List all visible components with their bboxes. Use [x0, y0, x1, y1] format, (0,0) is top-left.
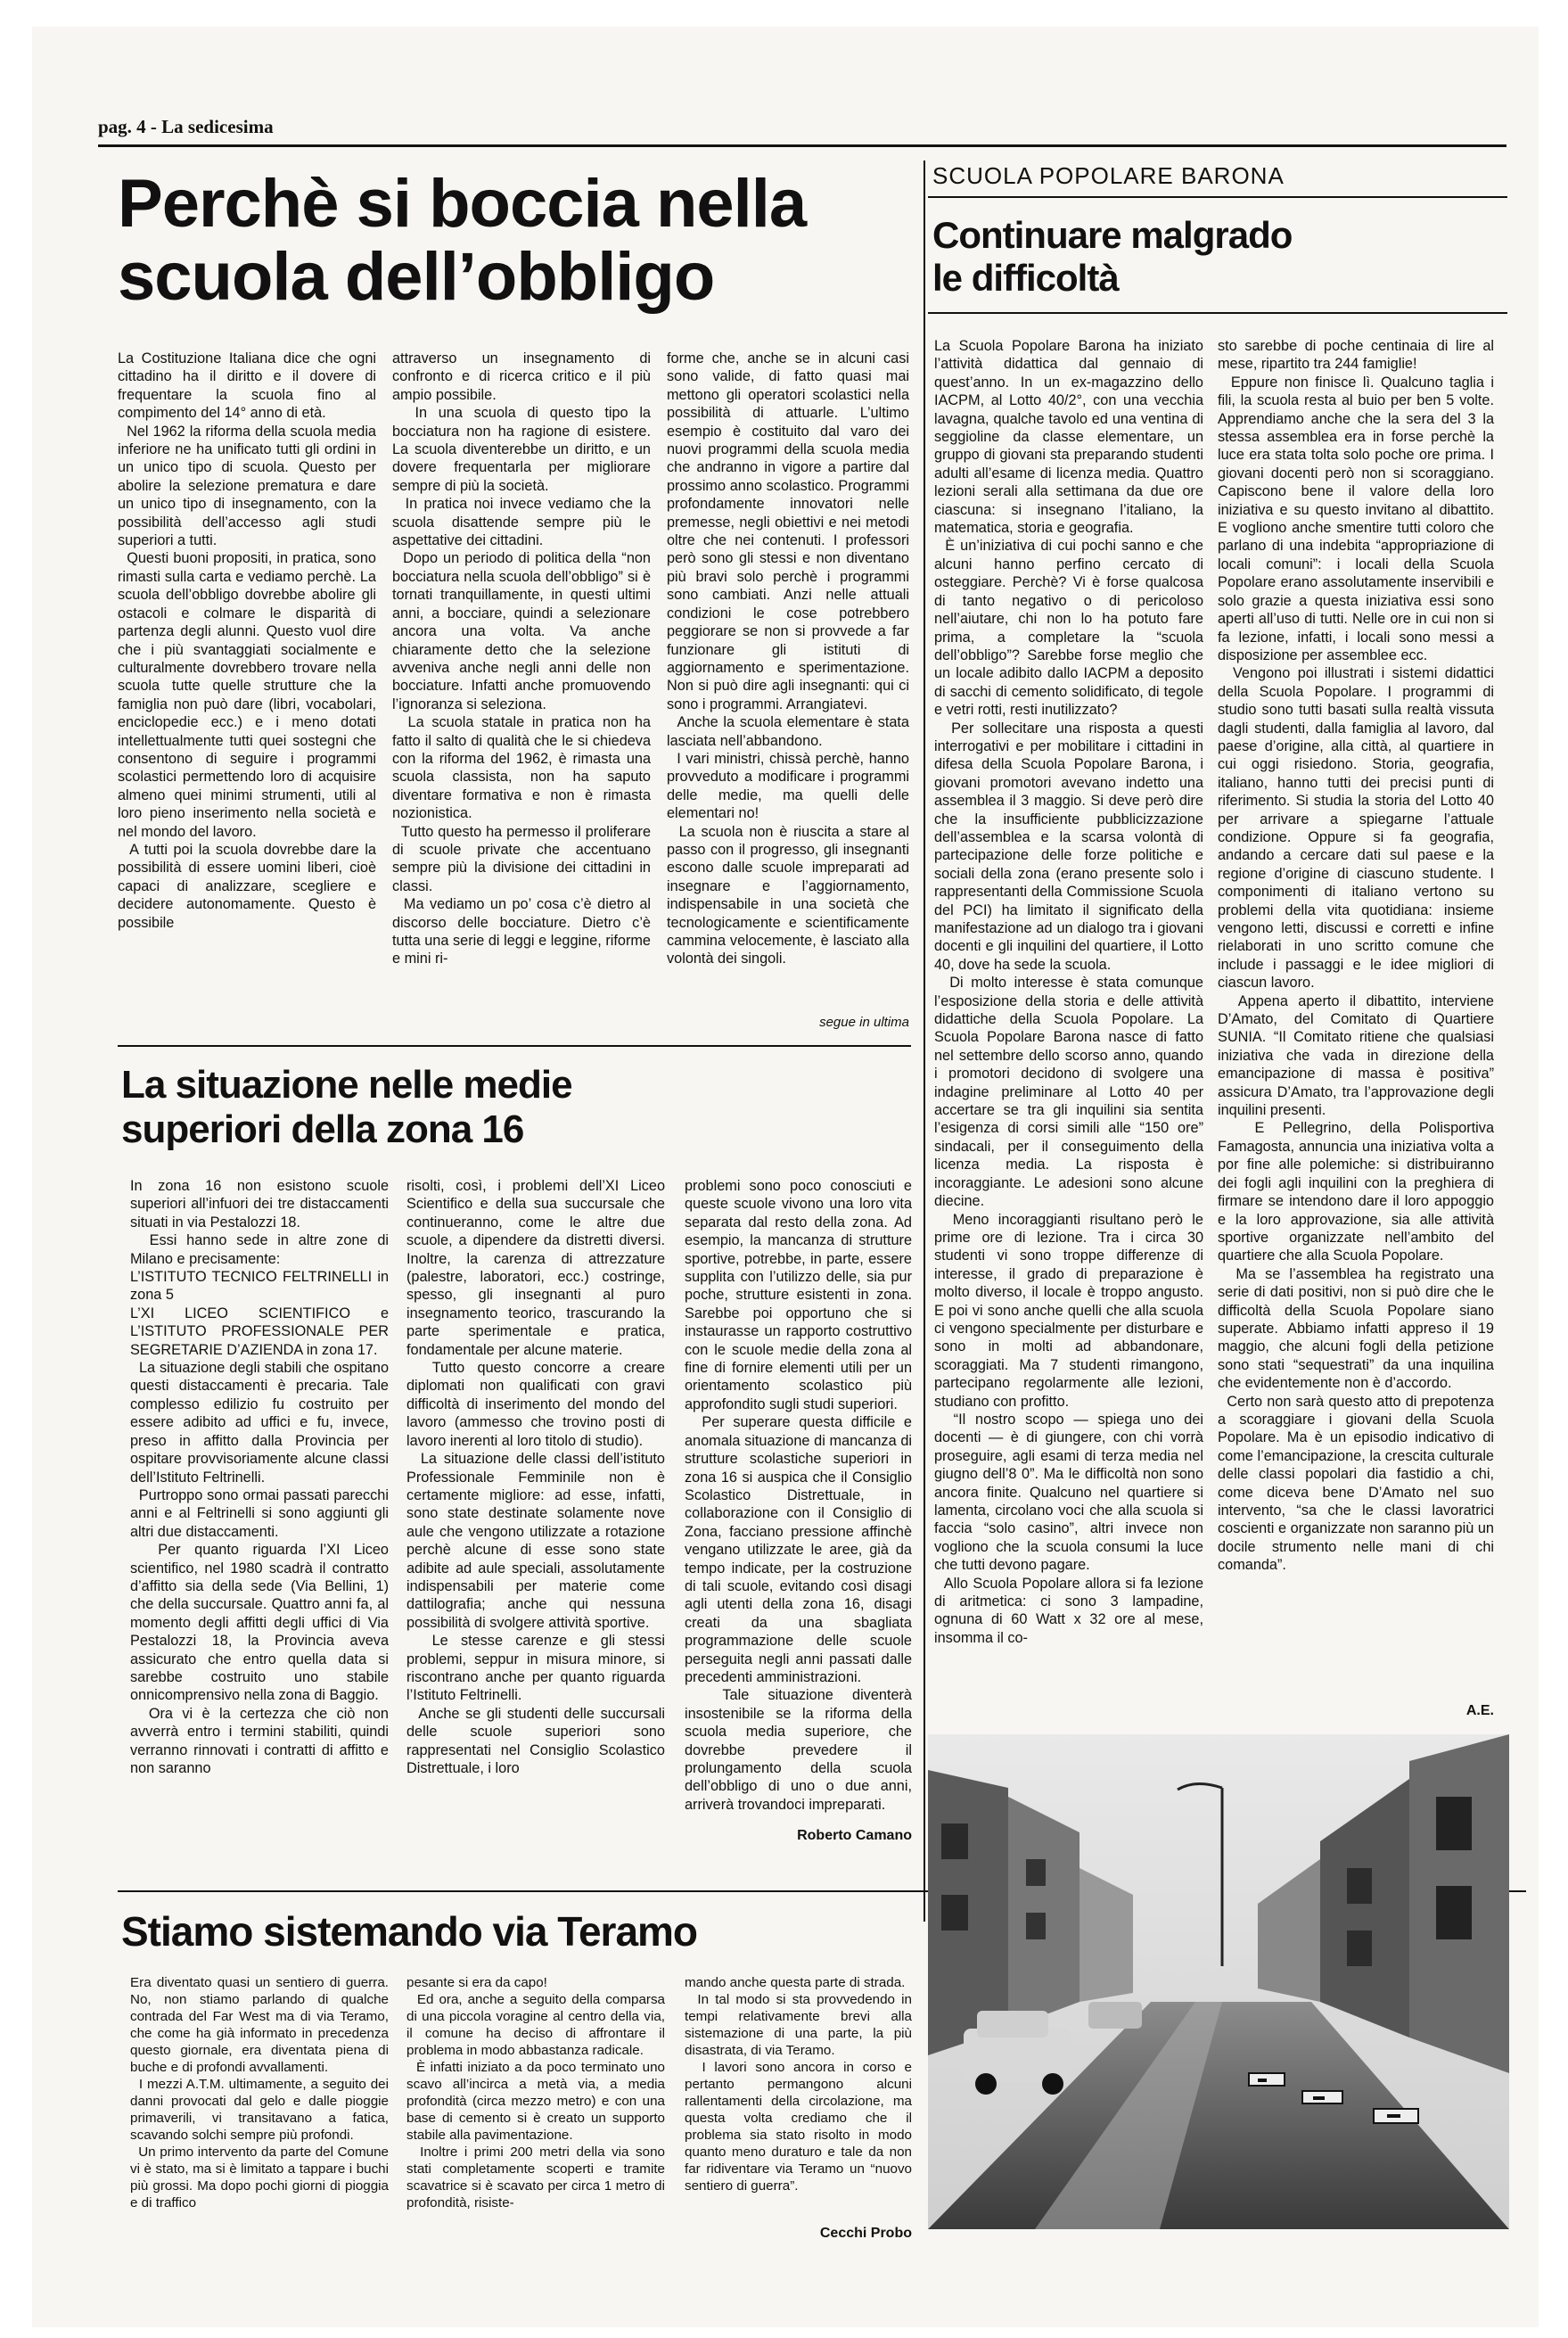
sidebar-column-2: sto sarebbe di poche centinaia di lire al mese, ripartito tra 244 famiglie! Eppure non finisce lì. Qualcuno taglia i fili, la scuola resta al buio per ben 5 volte. Apprendiamo anche che la sera del 3 la stessa assemblea era in forse perchè la luce era stata tolta solo poche ore prima. I giovani docenti però non si scoraggiano. Capiscono bene il valore della loro iniziativa e su questo invitano al dibattito. E vogliono anche smentire tutti coloro che parlano di una indebita “appropriazione di locali comuni”: i locali della Scuola Popolare erano assolutamente inservibili e solo grazie a questa iniziativa essi sono aperti all’uso di tutti. Nelle ore in cui non si fa lezione, infatti, i locali sono messi a disposizione per assemblee ecc. Vengono poi illustrati i sistemi didattici della Scuola Popolare. I programmi di studio sono tutti basati sulla realtà vissuta dagli studenti, dalla famiglia al lavoro, dal paese d’origine, alla città, al quartiere in cui oggi risiedono. Storia, geografia, italiano, hanno tutti dei precisi punti di riferimento. Si studia la storia del Lotto 40 per arrivare a spiegarne l’attuale condizione. Oppure si fa geografia, andando a cercare dati sul paese e la regione d’origine di ciascuno studente. I componimenti di italiano vertono su problemi della vita quotidiana: insieme vengono letti, discussi e corretti e infine rielaborati in uno scritto comune che include i passaggi e le idee migliori di ciascun lavoro. Appena aperto il dibattito, interviene D’Amato, del Comitato di Quartiere SUNIA. “Il Comitato ritiene che qualsiasi iniziativa che vada in direzione della emancipazione di massa è positiva” assicura D’Amato, tra l’approvazione degli inquilini presenti. E Pellegrino, della Polisportiva Famagosta, annuncia una iniziativa volta a por fine alle polemiche: si distribuiranno dei fogli agli inquilini con la preghiera di firmare se intendono dare il loro appoggio e la loro approvazione, sia alle attività sportive organizzate nell’ambito del quartiere che alla Scuola Popolare. Ma se l’assemblea ha registrato una serie di dati positivi, non si può dire che le difficoltà della Scuola Popolare siano superate. Abbiamo infatti appreso il 19 maggio, che alcuni fogli della petizione sono stati “sequestrati” da una inquilina che evidentemente non è d’accordo. Certo non sarà questo atto di prepotenza a scoraggiare i giovani della Scuola Popolare. Ma è un episodio indicativo di come l’emancipazione, la crescita culturale delle classi popolari dia fastidio a chi, come diceva bene D’Amato nel suo intervento, “sa che le classi lavoratrici coscienti e organizzate non saranno più un docile strumento nelle mani di chi comanda”. [1218, 338, 1494, 1574]
street-photo [928, 1734, 1509, 2229]
middle-headline: La situazione nelle medie superiori della zona 16 [121, 1063, 572, 1151]
main-column-2: attraverso un insegnamento di confronto e di ricerca critico e il più ampio possibile. In una scuola di questo tipo la bocciatura non ha ragione di esistere. La scuola diventerebbe un diritto, e un dovere frequentarla per migliorare sempre di più la società. In pratica noi invece vediamo che la scuola disattende sempre più le aspettative dei cittadini. Dopo un periodo di politica della “non bocciatura nella scuola dell’obbligo” si è tornati tranquillamente, in questi ultimi anni, a bocciare, quindi a selezionare ancora una volta. Va anche chiaramente detto che la selezione avveniva anche negli anni delle non bocciature. Infatti anche promuovendo l’ignoranza si seleziona. La scuola statale in pratica non ha fatto il salto di qualità che le si chiedeva con la riforma del 1962, è rimasta una scuola classista, non ha saputo diventare formativa e non è rimasta nozionistica. Tutto questo ha permesso il proliferare di scuole private che accentuano sempre più la divisione dei cittadini in classi. Ma vediamo un po’ cosa c’è dietro al discorso delle bocciature. Dietro c’è tutta una serie di leggi e leggine, riforme e mini ri- [392, 350, 651, 967]
middle-column-2: risolti, così, i problemi dell’XI Liceo Scientifico e della sua succursale che continueranno, come le altre due scuole, a dipendere da distretti diversi. Inoltre, la carenza di attrezzature (palestre, laboratori, ecc.) costringe, spesso, gli insegnanti al puro insegnamento teorico, trascurando la parte sperimentale e pratica, fondamentale per alcune materie. Tutto questo concorre a creare diplomati non qualificati con gravi difficoltà di inserimento del mondo del lavoro (ammesso che trovino posti di lavoro inerenti al loro titolo di studio). La situazione delle classi dell’istituto Professionale Femminile non è certamente migliore: ad esse, infatti, sono state destinate solamente nove aule che vengono utilizzate a rotazione perchè alcune di esse sono state adibite ad aule speciali, assolutamente indispensabili per materie come dattilografia; anche qui nessuna possibilità di svolgere attività sportive. Le stesse carenze e gli stessi problemi, seppur in misura minore, si riscontrano anche per quanto riguarda l’Istituto Feltrinelli. Anche se gli studenti delle succursali delle scuole superiori sono rappresentati nel Consiglio Scolastico Distrettuale, i loro [406, 1178, 665, 1776]
sidebar-kicker-rule [928, 196, 1507, 198]
sidebar-headline: Continuare malgrado le difficoltà [932, 214, 1293, 299]
middle-signature: Roberto Camano [797, 1828, 912, 1843]
sidebar-kicker: SCUOLA POPOLARE BARONA [932, 162, 1285, 189]
sidebar-column-1: La Scuola Popolare Barona ha iniziato l’attività didattica dal gennaio di quest’anno. In un ex-magazzino dello IACPM, al Lotto 40/2°, con una vecchia lavagna, qualche tavolo ed una ventina di seggioline da classe elementare, un gruppo di giovani sta preparando studenti adulti all’esame di licenza media. Quattro lezioni serali alla settimana da due ore ciascuna: si insegnano l’italiano, la matematica, storia e geografia. È un’iniziativa di cui pochi sanno e che alcuni hanno perfino cercato di osteggiare. Perchè? Vi è forse qualcosa di tanto negativo o di pericoloso nell’aiutare, chi non lo ha potuto fare prima, a completare la “scuola dell’obbligo”? Sarebbe forse meglio che un locale adibito dallo IACPM a deposito di sacchi di cemento solidificato, di tegole e vetri rotti, resti inutilizzato? Per sollecitare una risposta a questi interrogativi e per mobilitare i cittadini in difesa della Scuola Popolare Barona, i giovani promotori avevano indetto una assemblea il 3 maggio. Si deve però dire che la insufficiente pubblicizzazione dell’assemblea e la scarsa volontà di partecipazione delle forze politiche e sociali della zona (erano presente solo i rappresentanti della Commissione Scuola del PCI) ha limitato il significato della manifestazione ad un dialogo tra i giovani docenti e gli inquilini del quartiere, il Lotto 40, dove ha sede la scuola. Di molto interesse è stata comunque l’esposizione della storia e delle attività didattiche della Scuola Popolare. La Scuola Popolare Barona nasce di fatto nel settembre dello scorso anno, quando i promotori decidono di svolgere una indagine preliminare al Lotto 40 per accertare se tra gli inquilini sia sentita l’esigenza di corsi simili alle “150 ore” sindacali, per il conseguimento della licenza media. La risposta è incoraggiante. Le adesioni sono alcune diecine. Meno incoraggianti risultano però le prime ore di lezione. Tra i circa 30 studenti vi sono troppe differenze di interesse, il grado di preparazione è molto diverso, il locale è troppo angusto. E poi vi sono anche quelli che alla scuola ci vengono specialmente per disturbare e sono in molti ad abbandonare, scoraggiati. Ma 7 studenti rimangono, partecipano regolarmente alle lezioni, studiano con profitto. “Il nostro scopo — spiega uno dei docenti — è di giungere, con chi vorrà proseguire, agli esami di terza media nel giugno dell’8 0”. Ma le difficoltà non sono ancora finite. Qualcuno nel quartiere si lamenta, circolano voci che alla scuola si faccia “solo casino”, altri invece non vogliono che la scuola consumi la luce che tutti devono pagare. Allo Scuola Popolare allora si fa lezione di aritmetica: ci sono 3 lampadine, ognuna di 60 Watt x 32 ore al mese, insomma il co- [934, 338, 1203, 1646]
sidebar-signature: A.E. [1465, 1703, 1494, 1718]
page-header: pag. 4 - La sedicesima [98, 116, 274, 137]
middle-column-3: problemi sono poco conosciuti e queste scuole vivono una loro vita separata dal resto della zona. Ad esempio, la mancanza di strutture sportive, potrebbe, in parte, essere supplita con l’utilizzo delle, sia pur poche, strutture esistenti in zona. Sarebbe poi opportuno che si instaurasse un rapporto costruttivo con le scuole medie della zona al fine di fornire elementi utili per un orientamento scolastico più approfondito sugli studi superiori. Per superare questa difficile e anomala situazione di mancanza di strutture scolastiche superiori in zona 16 si auspica che il Consiglio Scolastico Distrettuale, in collaborazione con il Consiglio di Zona, facciano pressione affinchè vengano utilizzate le aree, già da tempo indicate, per la costruzione di tali scuole, evitando così disagi agli utenti della zona 16, disagi creati da una sbagliata programmazione delle scuole perseguita negli anni passati dalle precedenti amministrazioni. Tale situazione diventerà insostenibile se la riforma della scuola media superiore, che dovrebbe prevedere il prolungamento della scuola dell’obbligo di uno o due anni, arriverà trovandoci impreparati. [685, 1178, 912, 1813]
bottom-column-3: mando anche questa parte di strada. In tal modo si sta provvedendo in tempi relativamente brevi alla sistemazione di una parte, la più disastrata, di via Teramo. I lavori sono ancora in corso e pertanto permangono alcuni rallentamenti della circolazione, ma questa volta crediamo che il problema sia stato risolto in modo quanto meno duraturo e tale da non far ridiventare via Teramo un “nuovo sentiero di guerra”. [685, 1975, 912, 2194]
middle-column-1: In zona 16 non esistono scuole superiori all’infuori dei tre distaccamenti situati in via Pestalozzi 18. Essi hanno sede in altre zone di Milano e precisamente: L’ISTITUTO TECNICO FELTRINELLI in zona 5 L’XI LICEO SCIENTIFICO e L’ISTITUTO PROFESSIONALE PER SEGRETARIE D’AZIENDA in zona 17. La situazione degli stabili che ospitano questi distaccamenti è precaria. Tale complesso edilizio fu costruito per essere adibito ad uffici e fu, invece, preso in affitto dalla Provincia per ospitare provvisoriamente alcune classi dell’Istituto Feltrinelli. Purtroppo sono ormai passati parecchi anni e al Feltrinelli si sono aggiunti gli altri due distaccamenti. Per quanto riguarda l’XI Liceo scientifico, nel 1980 scadrà il contratto d’affitto sia della sede (Via Bellini, 1) che della succursale. Quattro anni fa, al momento degli affitti degli uffici di Via Pestalozzi 18, la Provincia aveva assicurato che entro quella data si sarebbe costruito uno stabile onnicomprensivo nella zona di Baggio. Ora vi è la certezza che ciò non avverrà entro i termini stabiliti, quindi verranno rinnovati i contratti di affitto e non saranno [130, 1178, 389, 1776]
main-column-1: La Costituzione Italiana dice che ogni cittadino ha il diritto e il dovere di frequentare la scuola fino al compimento del 14° anno di età. Nel 1962 la riforma della scuola media inferiore ne ha unificato tutti gli ordini in un unico tipo di scuola. Questo per abolire la selezione prematura e dare un unico tipo di insegnamento, con la possibilità dell’accesso agli studi superiori a tutti. Questi buoni propositi, in pratica, sono rimasti sulla carta e vediamo perchè. La scuola dell’obbligo dovrebbe abolire gli ostacoli e colmare le disparità di partenza degli alunni. Questo vuol dire che i più svantaggiati socialmente e culturalmente dovrebbero trovare nella scuola tutte quelle strutture che la famiglia non può dare (libri, vocabolari, enciclopedie ecc.) e i meno dotati intellettualmente tutti quei sostegni che consentono di seguire i programmi scolastici permettendo loro di acquisire almeno quei minimi strumenti, utili al loro pieno inserimento nella società e nel mondo del lavoro. A tutti poi la scuola dovrebbe dare la possibilità di essere uomini liberi, cioè capaci di analizzare, scegliere e decidere autonomamente. Questo è possibile [118, 350, 376, 931]
main-headline: Perchè si boccia nella scuola dell’obbligo [118, 166, 807, 315]
bottom-headline: Stiamo sistemando via Teramo [121, 1908, 698, 1955]
main-column-3: forme che, anche se in alcuni casi sono valide, di fatto quasi mai mettono gli operatori scolastici nella possibilità di attuarle. L’ultimo esempio è costituito dal varo dei nuovi programmi della scuola media che andranno in vigore a partire dal prossimo anno scolastico. Programmi profondamente innovatori nelle premesse, negli obiettivi e nei metodi oltre che nei contenuti. I professori però sono gli stessi e non diventano più bravi solo perchè i programmi sono cambiati. Anzi nelle attuali condizioni le cose potrebbero peggiorare se non si provvede a far funzionare gli istituti di aggiornamento e sperimentazione. Non si può dire agli insegnanti: qui ci sono i programmi. Arrangiatevi. Anche la scuola elementare è stata lasciata nell’abbandono. I vari ministri, chissà perchè, hanno provveduto a modificare i programmi delle medie, ma quelli delle elementari no! La scuola non è riuscita a stare al passo con il progresso, gli insegnanti escono dalle scuole impreparati ad insegnare e l’aggiornamento, indispensabile in una società che tecnologicamente e scientificamente cammina velocemente, è lasciato alla volontà dei singoli. [667, 350, 909, 967]
sidebar-headline-rule [928, 312, 1507, 314]
street-photo-image [928, 1734, 1509, 2229]
continued-note: segue in ultima [819, 1015, 909, 1030]
header-rule [98, 144, 1506, 147]
main-bottom-rule [118, 1045, 911, 1047]
bottom-column-1: Era diventato quasi un sentiero di guerra. No, non stiamo parlando di qualche contrada del Far West ma di via Teramo, che come ha già informato in precedenza questo giornale, era diventata piena di buche e di profondi avvallamenti. I mezzi A.T.M. ultimamente, a seguito dei danni provocati dal gelo e dalle pioggie primaverili, vi transitavano a fatica, scavando solchi sempre più profondi. Un primo intervento da parte del Comune vi è stato, ma si è limitato a tappare i buchi più grossi. Ma dopo pochi giorni di pioggia e di traffico [130, 1975, 389, 2210]
sidebar-divider [924, 161, 925, 1922]
bottom-column-2: pesante si era da capo! Ed ora, anche a seguito della comparsa di una piccola voragine al centro della via, il comune ha deciso di affrontare il problema in modo abbastanza radicale. È infatti iniziato a da poco terminato uno scavo all’incirca a metà via, a media profondità (circa mezzo metro) e con una base di cemento si è creato un supporto stabile alla pavimentazione. Inoltre i primi 200 metri della via sono stati completamente scoperti e tramite scavatrice si è scavato per circa 1 metro di profondità, risiste- [406, 1975, 665, 2210]
newspaper-page [32, 27, 1539, 2327]
bottom-signature: Cecchi Probo [819, 2226, 912, 2241]
